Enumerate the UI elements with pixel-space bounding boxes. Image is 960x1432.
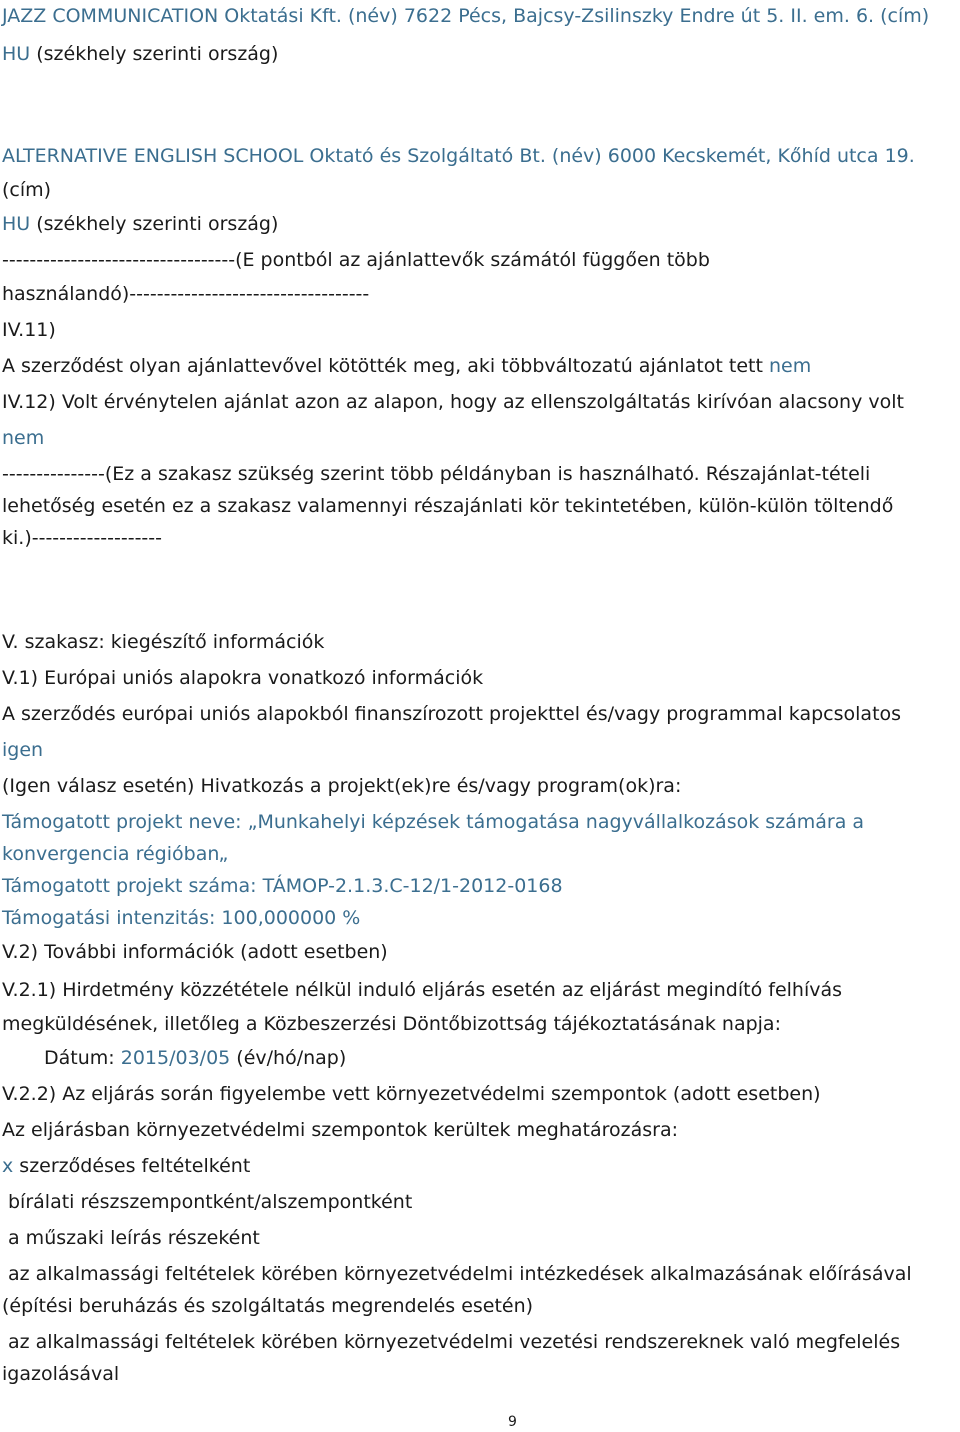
- date-value: 2015/03/05: [120, 1047, 231, 1069]
- project-number: Támogatott projekt száma: TÁMOP-2.1.3.C-12/1-2012-0168: [2, 875, 563, 897]
- separator2-line3: ki.)-------------------: [2, 527, 162, 549]
- project-name-line1: Támogatott projekt neve: „Munkahelyi képzések támogatása nagyvállalkozások számára a: [2, 811, 865, 833]
- separator-note-line1: ----------------------------------(E pontból az ajánlattevők számától függően több: [2, 249, 710, 271]
- env-option-evaluation: bírálati részszempontként/alszempontként: [8, 1191, 413, 1213]
- org1-name-address: JAZZ COMMUNICATION Oktatási Kft. (név) 7622 Pécs, Bajcsy-Zsilinszky Endre út 5. II. em. 6. (cím): [2, 5, 930, 27]
- v1-reference-label: (Igen válasz esetén) Hivatkozás a projekt(ek)re és/vagy program(ok)ra:: [2, 775, 682, 797]
- project-name-line2: konvergencia régióban„: [2, 843, 229, 865]
- env-option-technical: a műszaki leírás részeként: [8, 1227, 260, 1249]
- page-number: 9: [508, 1414, 517, 1430]
- org1-country-note: (székhely szerinti ország): [36, 43, 279, 65]
- iv12-answer: nem: [2, 427, 45, 449]
- env-option-management-systems-line1: az alkalmassági feltételek körében környezetvédelmi vezetési rendszereknek való megfelelés: [8, 1331, 901, 1353]
- org2-name-address: ALTERNATIVE ENGLISH SCHOOL Oktató és Szolgáltató Bt. (név) 6000 Kecskemét, Kőhíd utca 19.: [2, 145, 915, 167]
- date-format: (év/hó/nap): [236, 1047, 347, 1069]
- v1-question: A szerződés európai uniós alapokból finanszírozott projekttel és/vagy programmal kapcsolatos: [2, 703, 902, 725]
- env-option-checkmark: x: [2, 1155, 14, 1177]
- env-option-contract: [2, 1154, 250, 1178]
- org1-country: [2, 42, 278, 66]
- v1-answer: igen: [2, 739, 44, 761]
- separator2-line2: lehetőség esetén ez a szakasz valamennyi részajánlati kör tekintetében, külön-külön töltendő: [2, 495, 894, 517]
- section-iv11-question: [2, 354, 811, 378]
- org2-country: [2, 212, 278, 236]
- section-v22-heading: V.2.2) Az eljárás során figyelembe vett környezetvédelmi szempontok (adott esetben): [2, 1083, 821, 1105]
- org2-address-suffix: (cím): [2, 179, 52, 201]
- support-intensity: Támogatási intenzitás: 100,000000 %: [2, 907, 361, 929]
- separator-note-line2: használandó)-----------------------------------: [2, 283, 370, 305]
- org1-country-code: HU: [2, 43, 31, 65]
- env-option-contract-label: szerződéses feltételként: [19, 1155, 251, 1177]
- section-iv11-heading: IV.11): [2, 319, 56, 341]
- v21-line2: megküldésének, illetőleg a Közbeszerzési Döntőbizottság tájékoztatásának napja:: [2, 1013, 781, 1035]
- env-option-management-systems-line2: igazolásával: [2, 1363, 120, 1385]
- section-v1-heading: V.1) Európai uniós alapokra vonatkozó információk: [2, 667, 484, 689]
- org2-country-code: HU: [2, 213, 31, 235]
- section-v2-heading: V.2) További információk (adott esetben): [2, 941, 388, 963]
- iv11-question-text: A szerződést olyan ajánlattevővel kötötték meg, aki többváltozatú ajánlatot tett: [2, 355, 763, 377]
- section-iv12-question: IV.12) Volt érvénytelen ajánlat azon az alapon, hogy az ellenszolgáltatás kirívóan alacsony volt: [2, 391, 904, 413]
- date-row: [44, 1046, 346, 1070]
- separator2-line1: ---------------(Ez a szakasz szükség szerint több példányban is használható. Részajánlat-tételi: [2, 463, 871, 485]
- iv11-answer: nem: [768, 355, 812, 377]
- env-option-suitability-measures-line1: az alkalmassági feltételek körében környezetvédelmi intézkedések alkalmazásának előírásával: [8, 1263, 912, 1285]
- date-label: Dátum:: [44, 1047, 115, 1069]
- v22-question: Az eljárásban környezetvédelmi szempontok kerültek meghatározásra:: [2, 1119, 679, 1141]
- section-v-title: V. szakasz: kiegészítő információk: [2, 631, 325, 653]
- v21-line1: V.2.1) Hirdetmény közzététele nélkül induló eljárás esetén az eljárást megindító felhívás: [2, 979, 843, 1001]
- org2-country-note: (székhely szerinti ország): [36, 213, 279, 235]
- env-option-suitability-measures-line2: (építési beruházás és szolgáltatás megrendelés esetén): [2, 1295, 534, 1317]
